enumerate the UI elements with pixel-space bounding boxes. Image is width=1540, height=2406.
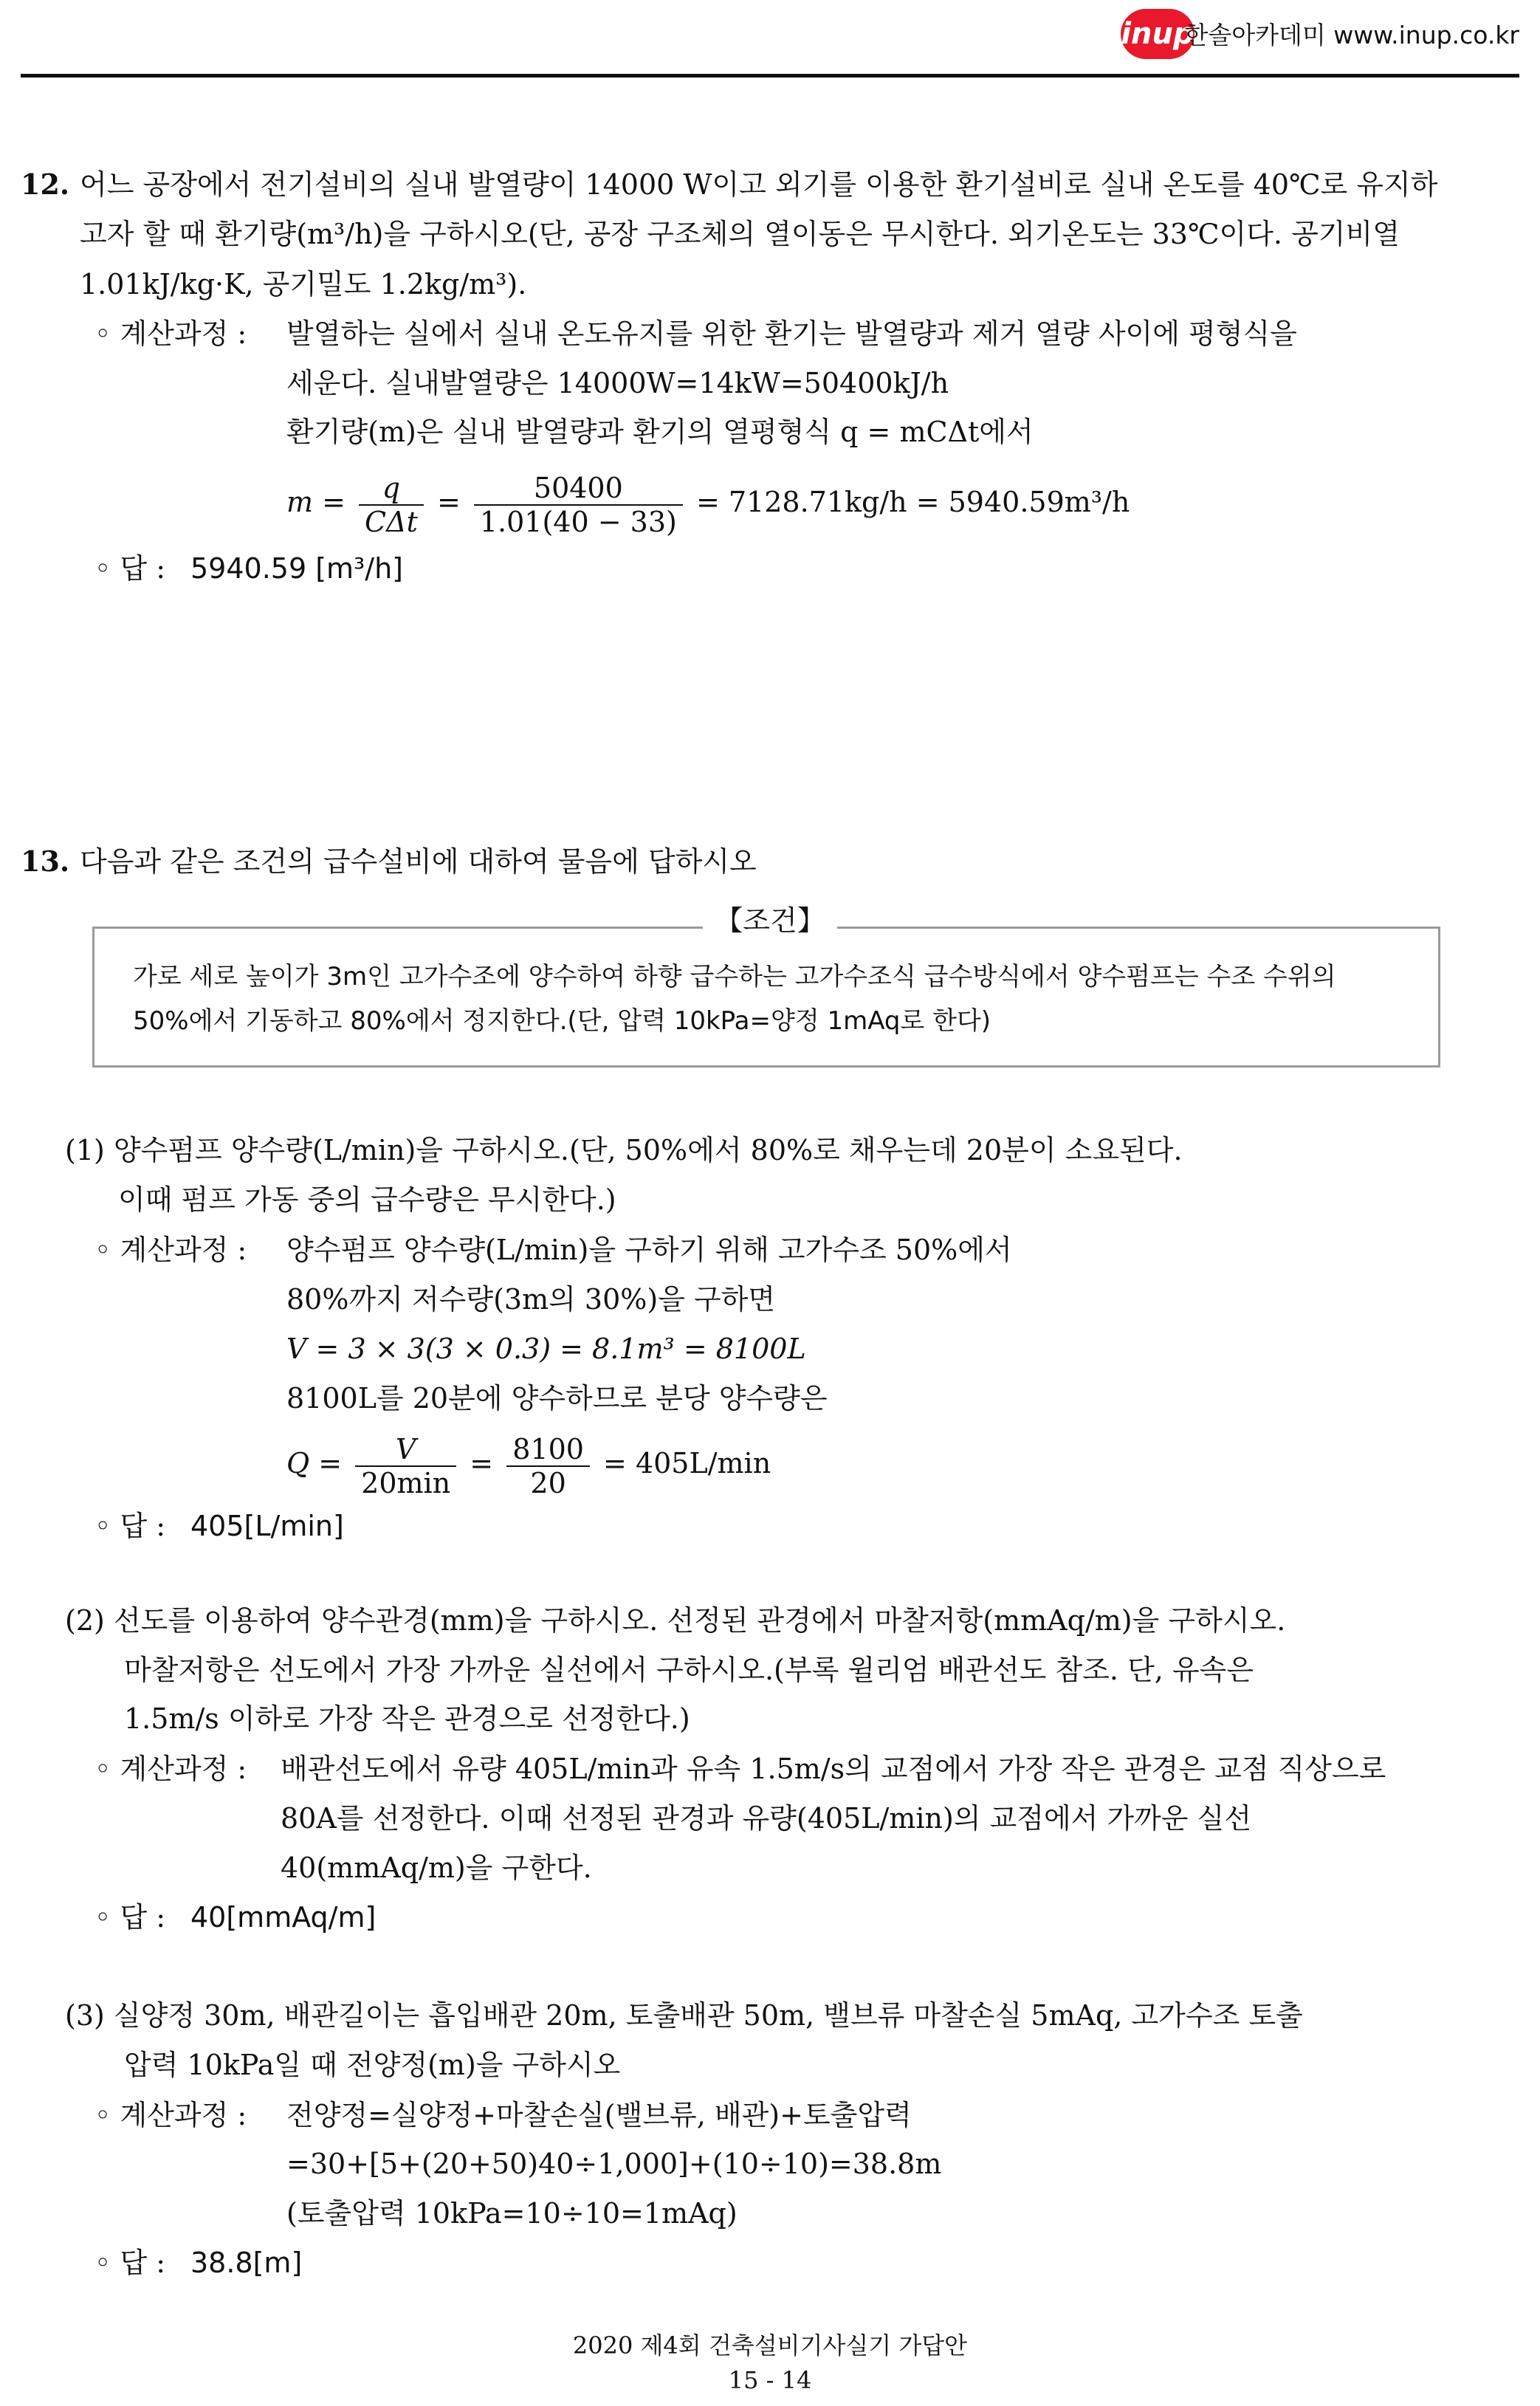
page-number: 15 - 14	[728, 2366, 812, 2394]
q13-p3-calc2: =30+[5+(20+50)40÷1,000]+(10÷10)=38.8m	[286, 2148, 942, 2180]
q12-number: 12.	[21, 168, 70, 201]
q13-p1-answer: 405[L/min]	[190, 1510, 344, 1542]
q13-p1-calc-label: ◦ 계산과정 :	[94, 1234, 247, 1266]
q12-fraction-1-den: CΔt	[365, 505, 418, 538]
q12-formula-lhs: m =	[286, 486, 346, 518]
q13-p2-line2: 마찰저항은 선도에서 가장 가까운 실선에서 구하시오.(부록 윌리엄 배관선도 참조. 단, 유속은	[124, 1654, 1254, 1686]
q12-formula-rhs: = 7128.71kg/h = 5940.59m³/h	[695, 486, 1130, 518]
q13-title: 다음과 같은 조건의 급수설비에 대하여 물음에 답하시오	[80, 845, 757, 878]
q12-line1: 어느 공장에서 전기설비의 실내 발열량이 14000 W이고 외기를 이용한 환기설비로 실내 온도를 40℃로 유지하	[80, 168, 1438, 201]
q13-p1-calc2: 80%까지 저수량(3m의 30%)을 구하면	[286, 1283, 776, 1316]
q13-p3-line1: (3) 실양정 30m, 배관길이는 흡입배관 20m, 토출배관 50m, 밸브류 마찰손실 5mAq, 고가수조 토출	[65, 1999, 1303, 2032]
q13-p1-formula-lhs: Q =	[286, 1447, 343, 1479]
q13-p1-fraction-1-den: 20min	[361, 1466, 451, 1499]
q13-p1-fraction-2-den: 20	[530, 1466, 566, 1499]
q13-p1-formula	[286, 1426, 771, 1500]
q13-p1-fraction-2	[506, 1433, 590, 1499]
q12-answer: 5940.59 [m³/h]	[190, 552, 404, 585]
conditions-title	[0, 902, 1540, 939]
q13-p1-answer-label: ◦ 답 :	[94, 1510, 166, 1542]
q13-p2-calc2: 80A를 선정한다. 이때 선정된 관경과 유량(405L/min)의 교점에서 가까운 실선	[281, 1802, 1252, 1835]
q13-p2-line3: 1.5m/s 이하로 가장 작은 관경으로 선정한다.)	[124, 1702, 690, 1735]
q13-p1-line2: 이때 펌프 가동 중의 급수량은 무시한다.)	[118, 1183, 616, 1216]
condition-line1: 가로 세로 높이가 3m인 고가수조에 양수하여 하향 급수하는 고가수조식 급수방식에서 양수펌프는 수조 수위의	[133, 962, 1336, 991]
q12-calc-label: ◦ 계산과정 :	[94, 317, 247, 350]
q13-p1-calc3: V = 3 × 3(3 × 0.3) = 8.1m³ = 8100L	[286, 1333, 806, 1365]
q13-p3-answer: 38.8[m]	[190, 2247, 303, 2279]
q13-p1-calc4: 8100L를 20분에 양수하므로 분당 양수량은	[286, 1382, 828, 1415]
inup-logo: inup	[1121, 9, 1194, 59]
q13-p2-calc3: 40(mmAq/m)을 구한다.	[281, 1852, 592, 1884]
q12-line3: 1.01kJ/kg·K, 공기밀도 1.2kg/m³).	[80, 268, 527, 300]
conditions-box	[92, 927, 1440, 1068]
q13-p3-answer-label: ◦ 답 :	[94, 2247, 166, 2279]
q13-p1-formula-eq: =	[470, 1447, 494, 1479]
q12-calc-line2: 세운다. 실내발열량은 14000W=14kW=50400kJ/h	[286, 367, 949, 399]
q12-line2: 고자 할 때 환기량(m³/h)을 구하시오(단, 공장 구조체의 열이동은 무시한다. 외기온도는 33℃이다. 공기비열	[80, 218, 1400, 250]
q12-calc-line1: 발열하는 실에서 실내 온도유지를 위한 환기는 발열량과 제거 열량 사이에 평형식을	[286, 317, 1297, 350]
q12-fraction-1	[359, 472, 424, 538]
brand-text: 한솔아카데미 www.inup.co.kr	[1184, 21, 1519, 49]
q12-fraction-2-den: 1.01(40 − 33)	[479, 505, 677, 538]
q13-p1-fraction-1	[355, 1433, 456, 1499]
q13-p2-answer-label: ◦ 답 :	[94, 1901, 166, 1934]
q12-answer-label: ◦ 답 :	[94, 552, 166, 585]
page-header	[21, 0, 1519, 78]
q12-formula	[286, 465, 1130, 539]
q12-calc-line3: 환기량(m)은 실내 발열량과 환기의 열평형식 q = mCΔt에서	[286, 416, 1034, 448]
q13-p1-formula-rhs: = 405L/min	[603, 1447, 771, 1479]
q13-p1-fraction-2-num: 8100	[506, 1433, 590, 1467]
q12-fraction-2-num: 50400	[474, 472, 683, 506]
q13-p2-line1: (2) 선도를 이용하여 양수관경(mm)을 구하시오. 선정된 관경에서 마찰저항(mmAq/m)을 구하시오.	[65, 1604, 1286, 1637]
q13-p2-answer: 40[mmAq/m]	[190, 1901, 377, 1934]
q12-fraction-1-num: q	[359, 472, 424, 506]
q13-p1-line1: (1) 양수펌프 양수량(L/min)을 구하시오.(단, 50%에서 80%로 채우는데 20분이 소요된다.	[65, 1134, 1183, 1166]
q13-p3-line2: 압력 10kPa일 때 전양정(m)을 구하시오	[124, 2049, 621, 2081]
q13-p2-calc1: 배관선도에서 유량 405L/min과 유속 1.5m/s의 교점에서 가장 작은 관경은 교점 직상으로	[281, 1753, 1386, 1785]
q13-p1-fraction-1-num: V	[355, 1433, 456, 1467]
q13-number: 13.	[21, 845, 70, 878]
footer-title: 2020 제4회 건축설비기사실기 가답안	[572, 2331, 968, 2359]
q13-p2-calc-label: ◦ 계산과정 :	[94, 1753, 247, 1785]
q13-p3-calc1: 전양정=실양정+마찰손실(밸브류, 배관)+토출압력	[286, 2099, 912, 2131]
conditions-title-text: 【조건】	[703, 904, 836, 937]
q12-fraction-2	[474, 472, 683, 538]
q13-p1-calc1: 양수펌프 양수량(L/min)을 구하기 위해 고가수조 50%에서	[286, 1234, 1012, 1266]
q13-p3-calc-label: ◦ 계산과정 :	[94, 2099, 247, 2131]
q12-formula-eq: =	[436, 486, 461, 518]
condition-line2: 50%에서 기동하고 80%에서 정지한다.(단, 압력 10kPa=양정 1mAq로 한다)	[133, 1006, 991, 1036]
q13-p3-calc3: (토출압력 10kPa=10÷10=1mAq)	[286, 2197, 738, 2230]
